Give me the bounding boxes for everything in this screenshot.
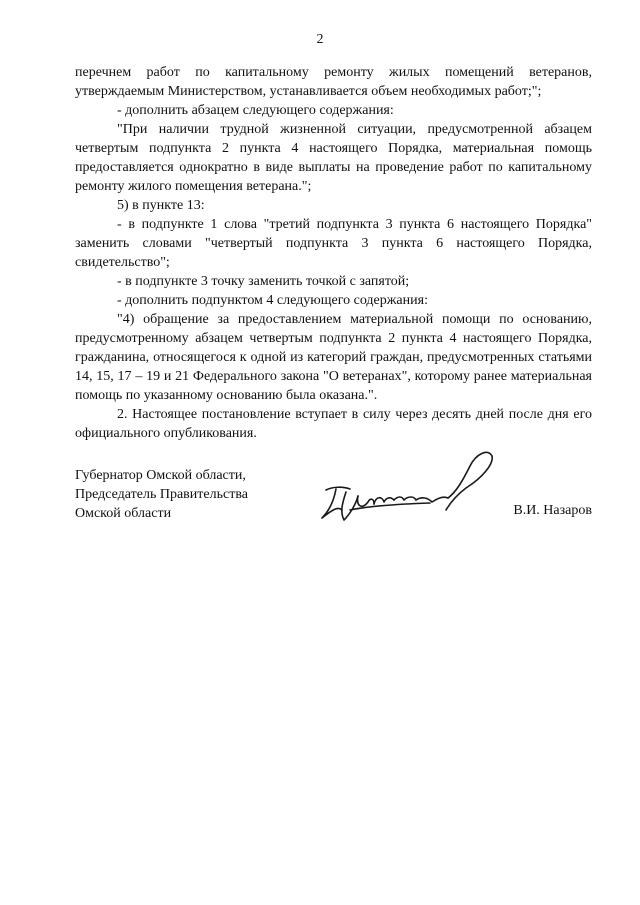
signatory-title-line-2: Председатель Правительства [75, 487, 248, 502]
paragraph-continuation: перечнем работ по капитальному ремонту жилых помещений ветеранов, утверждаемым Министерством, устанавливается объем необходимых работ;"; [75, 65, 592, 99]
signatory-title-line-3: Омской области [75, 506, 172, 521]
paragraph-item-13: 5) в пункте 13: [117, 198, 205, 213]
paragraph-effective-date: 2. Настоящее постановление вступает в силу через десять дней после дня его официального опубликования. [75, 407, 592, 441]
signatory-title-line-1: Губернатор Омской области, [75, 468, 246, 483]
paragraph-hardship-clause: "При наличии трудной жизненной ситуации, предусмотренной абзацем четвертым подпункта 2 пункта 4 настоящего Порядка, материальная помощь предоставляется однократно в виде выплаты на проведение работ по капитальному ремонту жилого помещения ветерана."; [75, 122, 592, 194]
page-number: 2 [316, 32, 324, 47]
paragraph-add-subitem-4: - дополнить подпунктом 4 следующего содержания: [117, 293, 428, 308]
paragraph-subitem-3: - в подпункте 3 точку заменить точкой с запятой; [117, 274, 410, 289]
paragraph-subitem-1: - в подпункте 1 слова "третий подпункта 3 пункта 6 настоящего Порядка" заменить словами "четвертый подпункта 3 пункта 6 настоящего Порядка, свидетельство"; [75, 217, 592, 270]
signatory-name: В.И. Назаров [513, 503, 592, 518]
paragraph-subitem-4-text: "4) обращение за предоставлением материальной помощи по основанию, предусмотренному абзацем четвертым подпункта 2 пункта 4 настоящего Порядка, гражданина, относящегося к одной из категорий граждан, предусмотренных статьями 14, 15, 17 – 19 и 21 Федерального закона "О ветеранах", которому ранее материальная помощь по указанному основанию была оказана.". [75, 312, 592, 403]
handwritten-signature [310, 440, 500, 540]
document-body [75, 63, 592, 443]
signatory-title [75, 466, 248, 523]
paragraph-add-clause: - дополнить абзацем следующего содержания: [117, 103, 394, 118]
